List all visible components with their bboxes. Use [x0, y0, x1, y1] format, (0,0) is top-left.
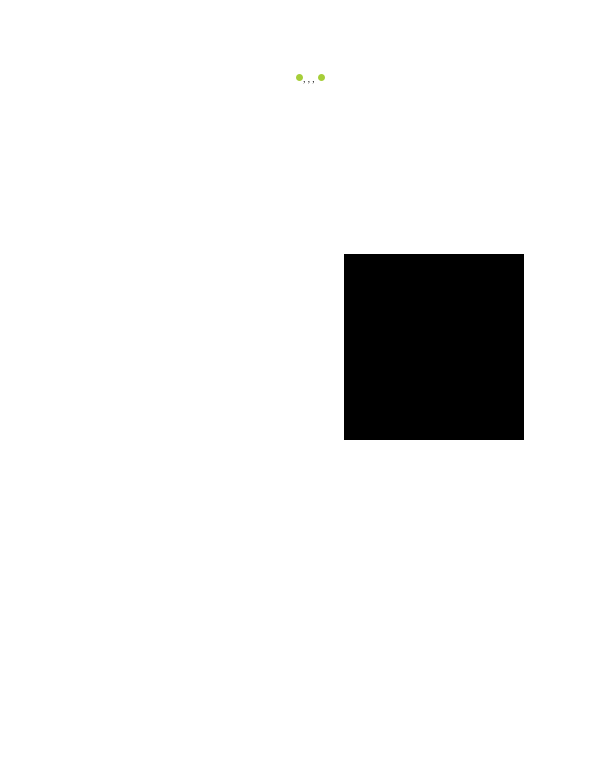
figure-background [344, 254, 524, 440]
arxiv-stamp [6, 178, 46, 648]
section-heading [60, 257, 298, 267]
author-list: , , , [60, 71, 560, 84]
figure-1-illustration [344, 254, 524, 440]
figure-1 [344, 254, 524, 440]
orcid-icon[interactable] [318, 74, 325, 81]
orcid-icon[interactable] [296, 74, 303, 81]
